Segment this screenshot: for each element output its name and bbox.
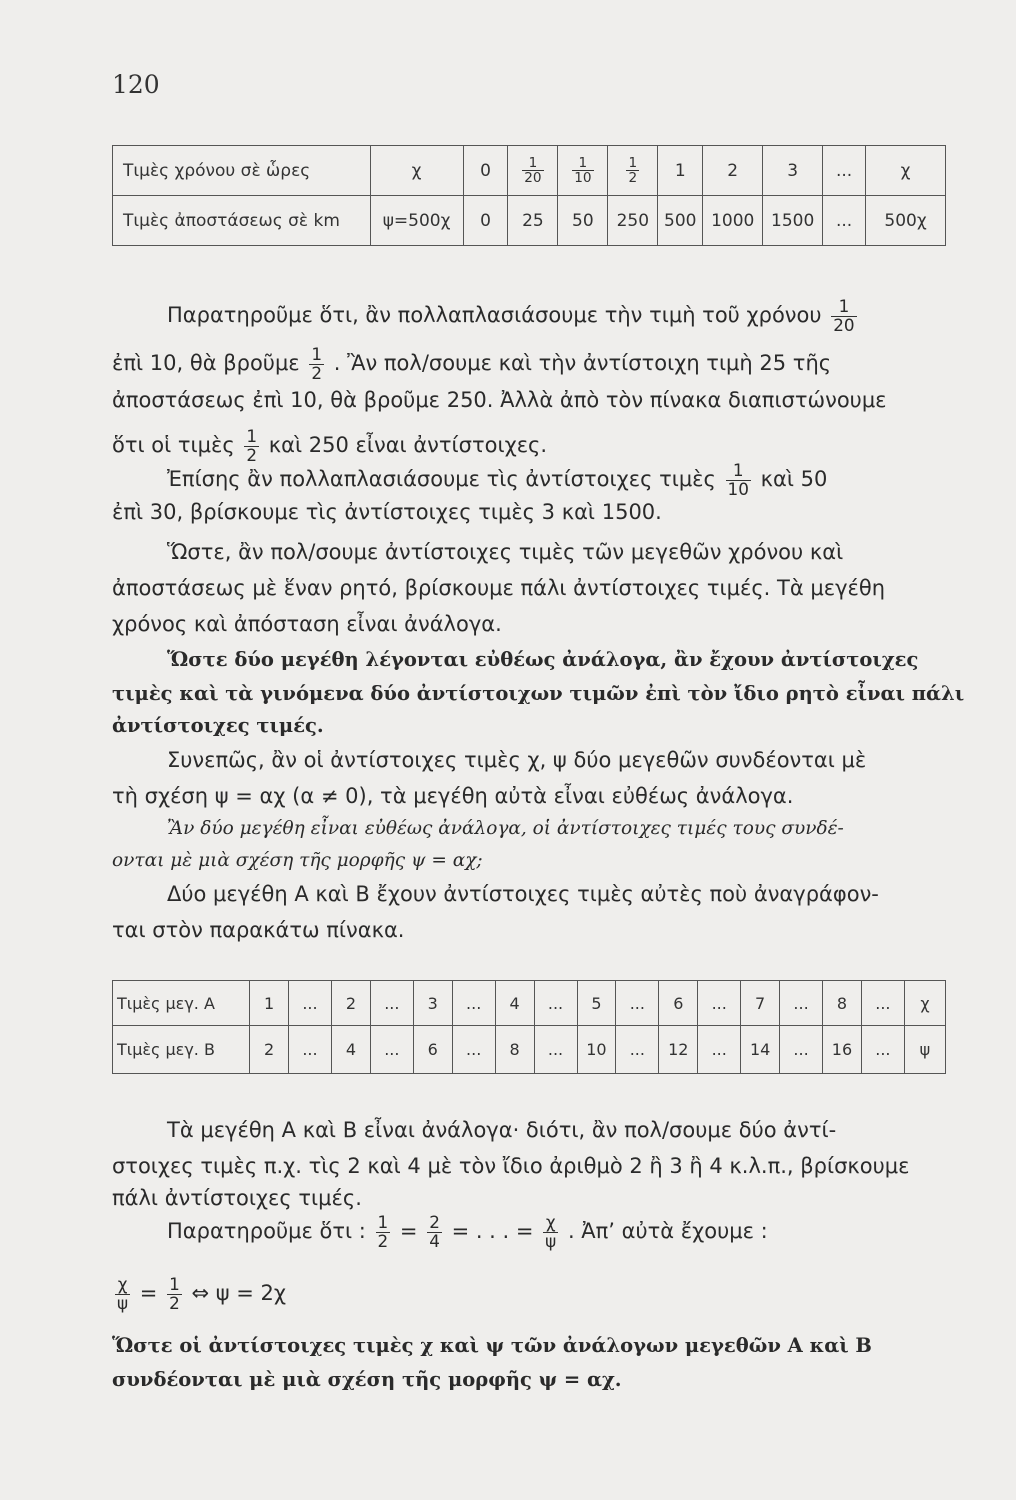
fraction: $\frac{\chi}{\psi}$: [545, 1212, 557, 1251]
cell: ...: [861, 981, 904, 1026]
time-row-label: Τιμὲς χρόνου σὲ ὧρες: [113, 146, 371, 196]
text: ⇔ ψ = 2χ: [191, 1281, 286, 1306]
text: Συνεπῶς, ἂν οἱ ἀντίστοιχες τιμὲς χ, ψ δύο μεγεθῶν συνδέονται μὲ: [167, 748, 867, 772]
cell: 2: [331, 981, 370, 1026]
cell: ...: [616, 981, 659, 1026]
distance-cell: 50: [558, 196, 608, 246]
cell: 7: [741, 981, 780, 1026]
text: . Ἀπ’ αὐτὰ ἔχουμε :: [567, 1219, 768, 1244]
text: καὶ 50: [760, 467, 828, 492]
text: συνδέονται μὲ μιὰ σχέση τῆς μορφῆς ψ = αχ.: [112, 1368, 622, 1391]
fraction: $\frac{\chi}{\psi}$: [117, 1274, 129, 1313]
cell: 12: [659, 1026, 698, 1074]
text: Τὰ μεγέθη Α καὶ Β εἶναι ἀνάλογα· διότι, ἂν πολ/σουμε δύο ἀντί-: [167, 1118, 837, 1142]
cell: ...: [452, 981, 495, 1026]
fraction: $\frac{2}{4}$: [429, 1212, 440, 1251]
text: Ἐπίσης ἂν πολλαπλασιάσουμε τὶς ἀντίστοιχες τιμὲς: [167, 467, 716, 492]
text: Ὥστε οἱ ἀντίστοιχες τιμὲς χ καὶ ψ τῶν ἀνάλογων μεγεθῶν Α καὶ Β: [112, 1334, 872, 1357]
cell: ...: [780, 981, 823, 1026]
row-label: Τιμὲς μεγ. Β: [113, 1026, 250, 1074]
text: χρόνος καὶ ἀπόσταση εἶναι ἀνάλογα.: [112, 612, 502, 636]
cell: 8: [823, 981, 862, 1026]
text: ἀποστάσεως ἐπὶ 10, θὰ βροῦμε 250. Ἀλλὰ ἀπὸ τὸν πίνακα διαπιστώνουμε: [112, 388, 887, 412]
distance-row: [113, 196, 946, 246]
cell: ...: [780, 1026, 823, 1074]
page-number: 120: [112, 70, 160, 99]
magnitudes-table: [112, 980, 946, 1074]
fraction: $\frac{1}{2}$: [169, 1274, 180, 1313]
text: Δύο μεγέθη Α καὶ Β ἔχουν ἀντίστοιχες τιμὲς αὐτὲς ποὺ ἀναγράφον-: [167, 882, 879, 906]
fraction: $\frac{1}{10}$: [727, 460, 749, 499]
time-cell: χ: [866, 146, 946, 196]
row-magnitude-b: [113, 1026, 946, 1074]
distance-cell: 500: [658, 196, 703, 246]
time-distance-table: [112, 145, 946, 246]
text: πάλι ἀντίστοιχες τιμές.: [112, 1186, 362, 1210]
cell: 3: [413, 981, 452, 1026]
text: ἐπὶ 30, βρίσκουμε τὶς ἀντίστοιχες τιμὲς 3 καὶ 1500.: [112, 500, 662, 524]
cell: ...: [289, 981, 332, 1026]
cell: ...: [861, 1026, 904, 1074]
text: ἀντίστοιχες τιμές.: [112, 714, 324, 737]
cell: ...: [370, 1026, 413, 1074]
text: ἐπὶ 10, θὰ βροῦμε: [112, 351, 300, 376]
text: στοιχες τιμὲς π.χ. τὶς 2 καὶ 4 μὲ τὸν ἴδιο ἀριθμὸ 2 ἢ 3 ἢ 4 κ.λ.π., βρίσκουμε: [112, 1154, 910, 1178]
fraction: $\frac{1}{2}$: [377, 1212, 389, 1251]
row-magnitude-a: [113, 981, 946, 1026]
cell: 6: [659, 981, 698, 1026]
distance-cell: 0: [463, 196, 508, 246]
cell: ...: [616, 1026, 659, 1074]
text: Ἂν δύο μεγέθη εἶναι εὐθέως ἀνάλογα, οἱ ἀντίστοιχες τιμές τους συνδέ-: [167, 818, 844, 839]
text: . Ἂν πολ/σουμε καὶ τὴν ἀντίστοιχη τιμὴ 25 τῆς: [333, 351, 832, 376]
time-cell: ...: [823, 146, 866, 196]
fraction: $\frac{1}{2}$: [311, 344, 323, 383]
time-cell: [508, 146, 558, 196]
cell: ...: [534, 1026, 577, 1074]
text: ἀποστάσεως μὲ ἕναν ρητό, βρίσκουμε πάλι ἀντίστοιχες τιμές. Τὰ μεγέθη: [112, 576, 886, 600]
time-cell: 1: [658, 146, 703, 196]
cell: ...: [534, 981, 577, 1026]
distance-cell: 500χ: [866, 196, 946, 246]
cell: 4: [331, 1026, 370, 1074]
text: Ὥστε δύο μεγέθη λέγονται εὐθέως ἀνάλογα, ἂν ἔχουν ἀντίστοιχες: [167, 648, 919, 671]
cell: ...: [289, 1026, 332, 1074]
cell: ψ: [904, 1026, 945, 1074]
time-symbol: χ: [370, 146, 463, 196]
cell: ...: [698, 981, 741, 1026]
cell: 16: [823, 1026, 862, 1074]
equals-sign: =: [399, 1219, 418, 1244]
fraction: $\frac{1}{2}$: [246, 426, 258, 465]
fraction: $\frac{1}{10}$: [574, 154, 592, 186]
text: καὶ 250 εἶναι ἀντίστοιχες.: [268, 433, 548, 458]
text: Παρατηροῦμε ὅτι :: [167, 1219, 366, 1244]
distance-cell: 250: [608, 196, 658, 246]
fraction: $\frac{1}{20}$: [524, 154, 542, 186]
cell: ...: [370, 981, 413, 1026]
time-cell: 0: [463, 146, 508, 196]
time-cell: [558, 146, 608, 196]
cell: 6: [413, 1026, 452, 1074]
text: Παρατηροῦμε ὅτι, ἂν πολλαπλασιάσουμε τὴν τιμὴ τοῦ χρόνου: [167, 303, 822, 328]
cell: ...: [452, 1026, 495, 1074]
cell: 4: [495, 981, 534, 1026]
time-cell: 3: [763, 146, 823, 196]
equals-sign: =: [139, 1281, 158, 1306]
fraction: $\frac{1}{20}$: [833, 296, 855, 335]
text: Ὥστε, ἂν πολ/σουμε ἀντίστοιχες τιμὲς τῶν μεγεθῶν χρόνου καὶ: [167, 540, 844, 564]
row-label: Τιμὲς μεγ. Α: [113, 981, 250, 1026]
time-row: [113, 146, 946, 196]
fraction: $\frac{1}{2}$: [628, 154, 638, 186]
cell: 10: [577, 1026, 616, 1074]
distance-cell: ...: [823, 196, 866, 246]
cell: ...: [698, 1026, 741, 1074]
cell: 2: [250, 1026, 289, 1074]
time-cell: 2: [703, 146, 763, 196]
text: ονται μὲ μιὰ σχέση τῆς μορφῆς ψ = αχ;: [112, 850, 483, 871]
distance-cell: 1000: [703, 196, 763, 246]
time-cell: [608, 146, 658, 196]
cell: 1: [250, 981, 289, 1026]
text: = . . . =: [451, 1219, 534, 1244]
distance-row-label: Τιμὲς ἀποστάσεως σὲ km: [113, 196, 371, 246]
distance-cell: 25: [508, 196, 558, 246]
text: ὅτι οἱ τιμὲς: [112, 433, 235, 458]
cell: 5: [577, 981, 616, 1026]
text: τὴ σχέση ψ = αχ (α ≠ 0), τὰ μεγέθη αὐτὰ εἶναι εὐθέως ἀνάλογα.: [112, 784, 794, 808]
text: τιμὲς καὶ τὰ γινόμενα δύο ἀντίστοιχων τιμῶν ἐπὶ τὸν ἴδιο ρητὸ εἶναι πάλι: [112, 682, 965, 705]
cell: 14: [741, 1026, 780, 1074]
distance-cell: 1500: [763, 196, 823, 246]
distance-symbol: ψ=500χ: [370, 196, 463, 246]
cell: χ: [904, 981, 945, 1026]
cell: 8: [495, 1026, 534, 1074]
text: ται στὸν παρακάτω πίνακα.: [112, 918, 405, 942]
